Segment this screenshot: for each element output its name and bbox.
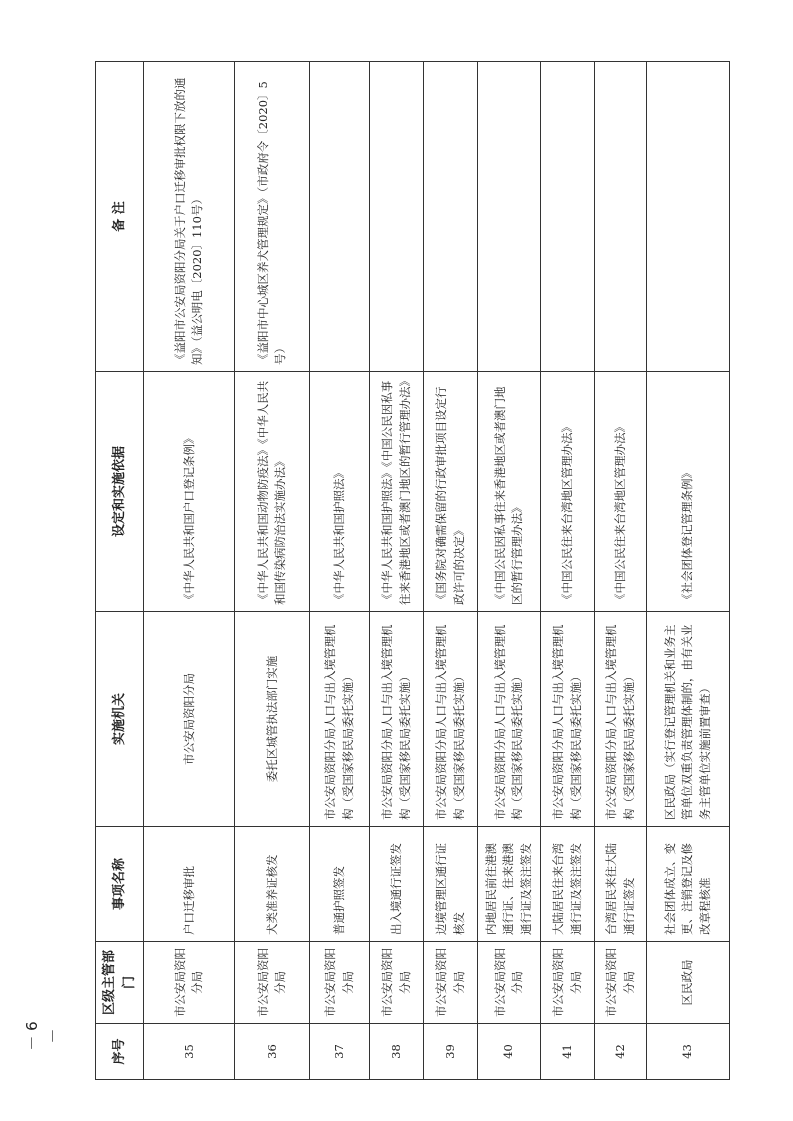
header-agency: 实施机关 — [96, 612, 144, 827]
table-header-row — [96, 62, 144, 1080]
table-row — [646, 62, 729, 1080]
cell-dept: 市公安局资阳分局 — [595, 942, 647, 1024]
cell-dept: 市公安局资阳分局 — [235, 942, 310, 1024]
cell-basis: 《中国公民往来台湾地区管理办法》 — [595, 372, 647, 612]
header-no: 序号 — [96, 1024, 144, 1080]
table-row — [370, 62, 424, 1080]
cell-no: 36 — [235, 1024, 310, 1080]
cell-item: 边境管理区通行证核发 — [424, 827, 478, 942]
cell-no: 39 — [424, 1024, 478, 1080]
page-number: － 6 － — [23, 1021, 62, 1051]
cell-note — [424, 62, 478, 372]
cell-note: 《益阳市中心城区养犬管理规定》（市政府令〔2020〕5号） — [235, 62, 310, 372]
cell-no: 35 — [144, 1024, 235, 1080]
cell-no: 43 — [646, 1024, 729, 1080]
cell-dept: 市公安局资阳分局 — [144, 942, 235, 1024]
cell-dept: 市公安局资阳分局 — [541, 942, 595, 1024]
cell-item: 出入境通行证签发 — [370, 827, 424, 942]
table-row — [595, 62, 647, 1080]
table-row — [144, 62, 235, 1080]
cell-item: 犬类准养证核发 — [235, 827, 310, 942]
cell-item: 社会团体成立、变更、注销登记及修改章程核准 — [646, 827, 729, 942]
approval-items-table — [95, 61, 730, 1080]
cell-note — [478, 62, 541, 372]
cell-agency: 市公安局资阳分局人口与出入境管理机构（受国家移民局委托实施） — [595, 612, 647, 827]
cell-basis: 《中国公民因私事往来香港地区或者澳门地区的暂行管理办法》 — [478, 372, 541, 612]
cell-basis: 《中华人民共和国护照法》 — [310, 372, 370, 612]
cell-note: 《益阳市公安局资阳分局关于户口迁移审批权限下放的通知》（益公明电〔2020〕110号） — [144, 62, 235, 372]
rotated-table-region — [95, 62, 730, 1080]
cell-item: 台湾居民来往大陆通行证签发 — [595, 827, 647, 942]
cell-agency: 市公安局资阳分局人口与出入境管理机构（受国家移民局委托实施） — [310, 612, 370, 827]
cell-note — [541, 62, 595, 372]
cell-agency: 市公安局资阳分局 — [144, 612, 235, 827]
cell-note — [595, 62, 647, 372]
cell-no: 42 — [595, 1024, 647, 1080]
cell-agency: 市公安局资阳分局人口与出入境管理机构（受国家移民局委托实施） — [370, 612, 424, 827]
cell-no: 37 — [310, 1024, 370, 1080]
header-dept: 区级主管部门 — [96, 942, 144, 1024]
cell-no: 41 — [541, 1024, 595, 1080]
cell-dept: 市公安局资阳分局 — [424, 942, 478, 1024]
cell-dept: 市公安局资阳分局 — [478, 942, 541, 1024]
table-row — [541, 62, 595, 1080]
cell-agency: 委托区城管执法部门实施 — [235, 612, 310, 827]
cell-item: 普通护照签发 — [310, 827, 370, 942]
cell-basis: 《社会团体登记管理条例》 — [646, 372, 729, 612]
cell-note — [370, 62, 424, 372]
cell-basis: 《中华人民共和国动物防疫法》《中华人民共和国传染病防治法实施办法》 — [235, 372, 310, 612]
cell-no: 38 — [370, 1024, 424, 1080]
cell-agency: 区民政局（实行登记管理机关和业务主管单位双重负责管理体制的，由有关业务主管单位实施前置审查） — [646, 612, 729, 827]
cell-note — [310, 62, 370, 372]
cell-note — [646, 62, 729, 372]
header-item: 事项名称 — [96, 827, 144, 942]
rotated-table-container — [95, 62, 730, 1080]
table-row — [478, 62, 541, 1080]
table-row — [235, 62, 310, 1080]
cell-item: 户口迁移审批 — [144, 827, 235, 942]
table-row — [424, 62, 478, 1080]
cell-item: 内地居民前往港澳通行证、往来港澳通行证及签注签发 — [478, 827, 541, 942]
cell-agency: 市公安局资阳分局人口与出入境管理机构（受国家移民局委托实施） — [424, 612, 478, 827]
cell-basis: 《中华人民共和国户口登记条例》 — [144, 372, 235, 612]
cell-dept: 市公安局资阳分局 — [310, 942, 370, 1024]
cell-no: 40 — [478, 1024, 541, 1080]
cell-item: 大陆居民往来台湾通行证及签注签发 — [541, 827, 595, 942]
cell-agency: 市公安局资阳分局人口与出入境管理机构（受国家移民局委托实施） — [541, 612, 595, 827]
cell-agency: 市公安局资阳分局人口与出入境管理机构（受国家移民局委托实施） — [478, 612, 541, 827]
header-basis: 设定和实施依据 — [96, 372, 144, 612]
cell-dept: 区民政局 — [646, 942, 729, 1024]
cell-dept: 市公安局资阳分局 — [370, 942, 424, 1024]
header-note: 备 注 — [96, 62, 144, 372]
table-row — [310, 62, 370, 1080]
cell-basis: 《中华人民共和国护照法》《中国公民因私事往来香港地区或者澳门地区的暂行管理办法》 — [370, 372, 424, 612]
cell-basis: 《中国公民往来台湾地区管理办法》 — [541, 372, 595, 612]
cell-basis: 《国务院对确需保留的行政审批项目设定行政许可的决定》 — [424, 372, 478, 612]
